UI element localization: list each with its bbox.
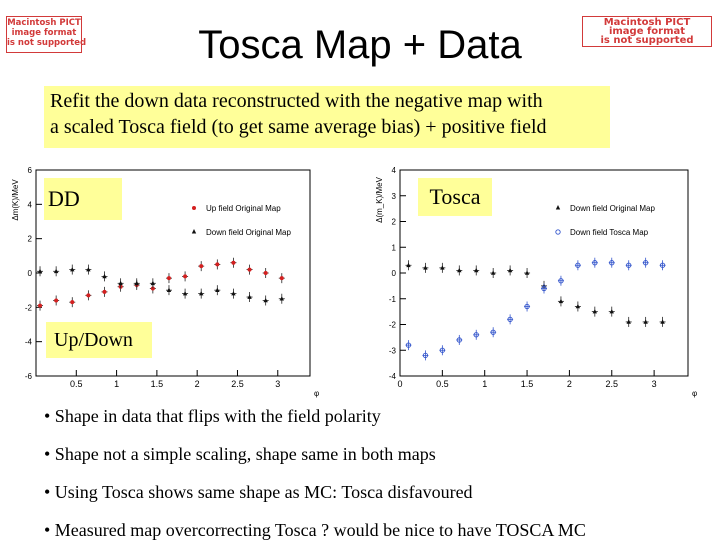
legend-marker — [192, 229, 196, 234]
y-tick-label: -6 — [24, 372, 32, 381]
intro-text-box — [44, 86, 610, 148]
bullet-item: • Shape in data that flips with the field polarity — [44, 406, 381, 426]
y-tick-label: 2 — [391, 217, 396, 227]
data-point — [248, 268, 252, 272]
y-tick-label: 3 — [391, 191, 396, 201]
placeholder-line: Macintosh PICT — [7, 18, 81, 28]
x-tick-label: 0.5 — [70, 379, 83, 389]
y-tick-label: 0 — [391, 269, 396, 278]
x-tick-label: 0.5 — [436, 379, 449, 389]
bullet-list — [44, 400, 586, 552]
y-tick-label: 6 — [27, 166, 32, 175]
data-point — [199, 264, 203, 268]
legend-label: Down field Tosca Map — [570, 228, 649, 237]
data-point — [38, 304, 42, 308]
y-axis-label: Δ(m_K)/MeV — [375, 177, 384, 223]
placeholder-line: is not supported — [600, 35, 694, 46]
x-tick-label: 2.5 — [605, 379, 619, 389]
data-point — [103, 290, 107, 294]
y-tick-label: 2 — [27, 234, 32, 244]
x-tick-label: 3 — [651, 379, 657, 389]
x-tick-label: 2.5 — [231, 379, 244, 389]
x-axis-label: φ — [692, 389, 698, 398]
y-tick-label: 0 — [27, 269, 32, 278]
legend-label: Up field Original Map — [206, 204, 281, 213]
x-tick-label: 2 — [566, 379, 572, 389]
x-tick-label: 1 — [482, 379, 488, 389]
x-tick-label: 1.5 — [520, 379, 534, 389]
placeholder-line: image format — [608, 26, 686, 37]
bullet-item: • Shape not a simple scaling, shape same in both maps — [44, 444, 436, 464]
data-point — [70, 300, 74, 304]
intro-line: Refit the down data reconstructed with the negative map with — [50, 90, 543, 112]
tosca-label: Tosca — [418, 178, 492, 216]
bullet-item: • Using Tosca shows same shape as MC: Tosca disfavoured — [44, 482, 473, 502]
x-tick-label: 1 — [114, 379, 120, 389]
data-point — [167, 276, 171, 280]
data-point — [231, 261, 235, 265]
y-tick-label: -3 — [388, 346, 396, 356]
x-tick-label: 0 — [397, 379, 403, 389]
legend-marker — [556, 230, 560, 234]
placeholder-line: image format — [11, 28, 77, 38]
x-tick-label: 1.5 — [150, 379, 164, 389]
data-point — [86, 293, 90, 297]
data-point — [280, 276, 284, 280]
data-point — [54, 298, 58, 302]
legend-marker — [192, 206, 196, 210]
x-axis-label: φ — [314, 389, 320, 398]
legend-label: Down field Original Map — [570, 204, 655, 213]
y-axis-label: Δm(K)/MeV — [11, 179, 20, 221]
data-point — [264, 271, 268, 275]
data-point — [183, 274, 187, 278]
data-point — [215, 262, 219, 266]
y-tick-label: -2 — [388, 320, 396, 330]
x-tick-label: 3 — [275, 379, 281, 389]
placeholder-line: Macintosh PICT — [603, 17, 691, 28]
y-tick-label: 4 — [27, 200, 32, 210]
legend-marker — [556, 205, 560, 210]
updown-label: Up/Down — [46, 322, 152, 358]
y-tick-label: -1 — [388, 294, 396, 304]
slide-title: Tosca Map + Data — [198, 23, 522, 67]
bullet-item: • Measured map overcorrecting Tosca ? would be nice to have TOSCA MC — [44, 520, 586, 540]
y-tick-label: -4 — [388, 372, 396, 381]
dd-label: DD — [44, 178, 122, 220]
y-tick-label: -4 — [24, 337, 32, 347]
intro-line: a scaled Tosca field (to get same average bias) + positive field — [50, 116, 547, 138]
y-tick-label: -2 — [24, 303, 32, 313]
y-tick-label: 4 — [391, 166, 396, 175]
placeholder-line: is not supported — [7, 38, 87, 48]
y-tick-label: 1 — [391, 243, 396, 253]
legend-label: Down field Original Map — [206, 228, 291, 237]
x-tick-label: 2 — [194, 379, 200, 389]
